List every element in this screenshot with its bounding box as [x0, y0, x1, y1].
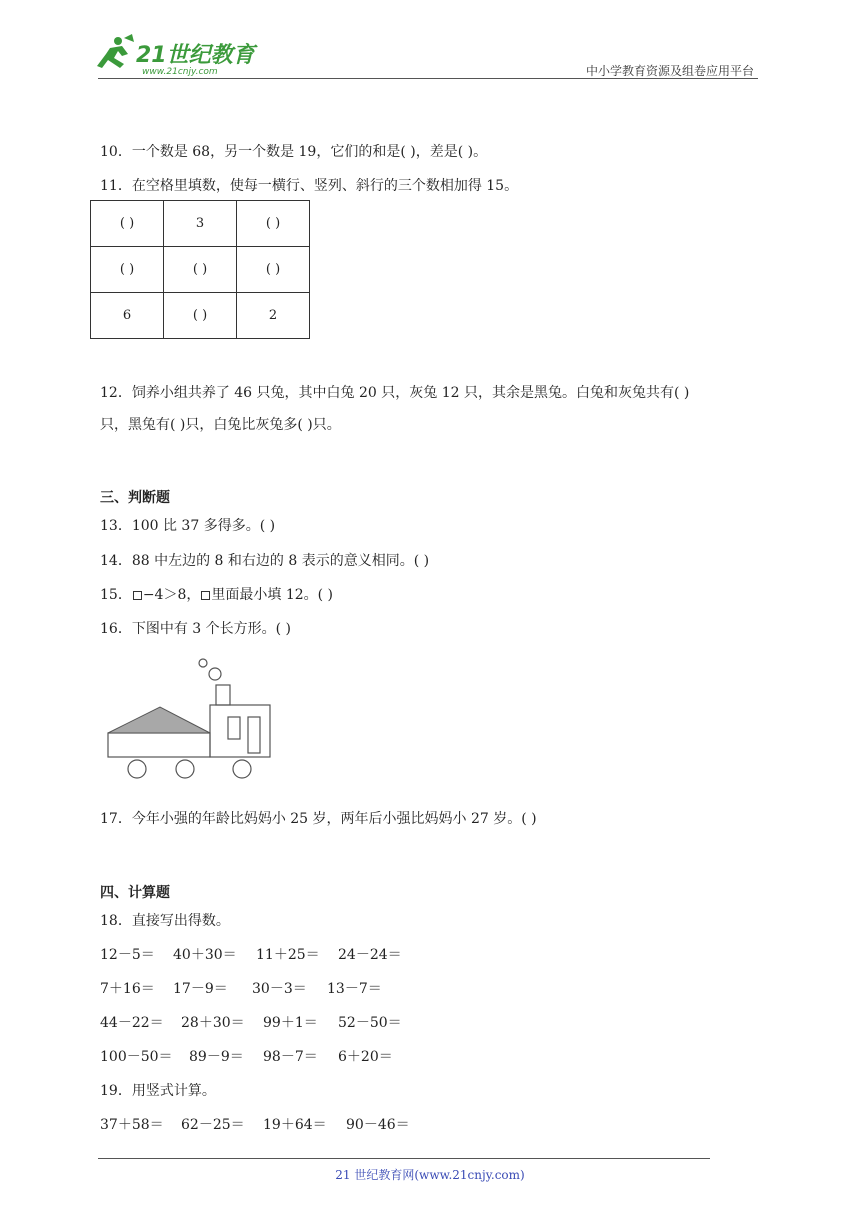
expr: 62－25＝	[181, 1117, 245, 1133]
expr: 6＋20＝	[338, 1049, 393, 1065]
expr: 40＋30＝	[173, 947, 237, 963]
expr: 30－3＝	[252, 981, 307, 997]
question-15	[100, 584, 333, 604]
grid-cell: ( )	[164, 247, 237, 293]
question-17: 17．今年小强的年龄比妈妈小 25 岁，两年后小强比妈妈小 27 岁。( )	[100, 811, 537, 827]
magic-square-grid	[90, 200, 310, 339]
question-19: 19．用竖式计算。	[100, 1083, 216, 1099]
grid-cell: 3	[164, 201, 237, 247]
grid-cell: ( )	[91, 247, 164, 293]
grid-cell: ( )	[91, 201, 164, 247]
question-11: 11．在空格里填数，使每一横行、竖列、斜行的三个数相加得 15。	[100, 178, 519, 194]
expr: 12－5＝	[100, 947, 155, 963]
footer-divider	[98, 1158, 710, 1159]
section-title-judgement: 三、判断题	[100, 490, 170, 506]
section-title-calculation: 四、计算题	[100, 885, 170, 901]
train-drawing	[100, 655, 280, 785]
expr: 89－9＝	[189, 1049, 244, 1065]
grid-cell: 2	[237, 293, 310, 339]
site-logo	[92, 32, 262, 78]
logo-url: www.21cnjy.com	[142, 67, 218, 77]
carriage-rect	[108, 733, 210, 757]
expr: 13－7＝	[327, 981, 382, 997]
expr: 90－46＝	[346, 1117, 410, 1133]
smoke-circle-large	[209, 668, 221, 680]
wheel	[128, 760, 146, 778]
square-box-icon	[201, 591, 210, 600]
door-rect	[248, 717, 260, 753]
expr: 100－50＝	[100, 1049, 173, 1065]
question-12-line1: 12．饲养小组共养了 46 只兔，其中白兔 20 只，灰兔 12 只，其余是黑兔。白兔和灰兔共有( )	[100, 385, 690, 401]
platform-name: 中小学教育资源及组卷应用平台	[585, 64, 754, 78]
question-15-number: 15．	[100, 587, 132, 603]
question-16: 16．下图中有 3 个长方形。( )	[100, 621, 291, 637]
question-15-inequality: −4＞8，	[142, 587, 201, 603]
roof-triangle	[108, 707, 210, 733]
expr: 99＋1＝	[263, 1015, 318, 1031]
header-divider	[98, 78, 758, 79]
expr: 52－50＝	[338, 1015, 402, 1031]
expr: 11＋25＝	[256, 947, 320, 963]
grid-cell: ( )	[237, 201, 310, 247]
logo-graphic	[92, 32, 262, 78]
question-18: 18．直接写出得数。	[100, 913, 230, 929]
expr: 19＋64＝	[263, 1117, 327, 1133]
question-14: 14．88 中左边的 8 和右边的 8 表示的意义相同。( )	[100, 553, 430, 569]
grid-cell: 6	[91, 293, 164, 339]
expr: 7＋16＝	[100, 981, 155, 997]
expr: 37＋58＝	[100, 1117, 164, 1133]
smoke-circle-small	[199, 659, 207, 667]
wheel	[176, 760, 194, 778]
question-15-text: 里面最小填 12。( )	[211, 587, 334, 603]
square-box-icon	[133, 591, 142, 600]
expr: 28＋30＝	[181, 1015, 245, 1031]
footer-link[interactable]: 21 世纪教育网(www.21cnjy.com)	[335, 1168, 525, 1182]
expr: 24－24＝	[338, 947, 402, 963]
grid-cell: ( )	[164, 293, 237, 339]
logo-text: 21世纪教育	[136, 43, 255, 68]
question-12-line2: 只，黑兔有( )只，白兔比灰兔多( )只。	[100, 417, 341, 433]
expr: 17－9＝	[173, 981, 228, 997]
expr: 44－22＝	[100, 1015, 164, 1031]
train-figure	[100, 655, 280, 785]
grid-cell: ( )	[237, 247, 310, 293]
grid-row	[91, 293, 310, 339]
window-rect	[228, 717, 240, 739]
expr: 98－7＝	[263, 1049, 318, 1065]
chimney-rect	[216, 685, 230, 705]
question-13: 13．100 比 37 多得多。( )	[100, 518, 276, 534]
wheel	[233, 760, 251, 778]
question-10: 10．一个数是 68，另一个数是 19，它们的和是( )，差是( )。	[100, 144, 488, 160]
grid-row	[91, 201, 310, 247]
grid-row	[91, 247, 310, 293]
